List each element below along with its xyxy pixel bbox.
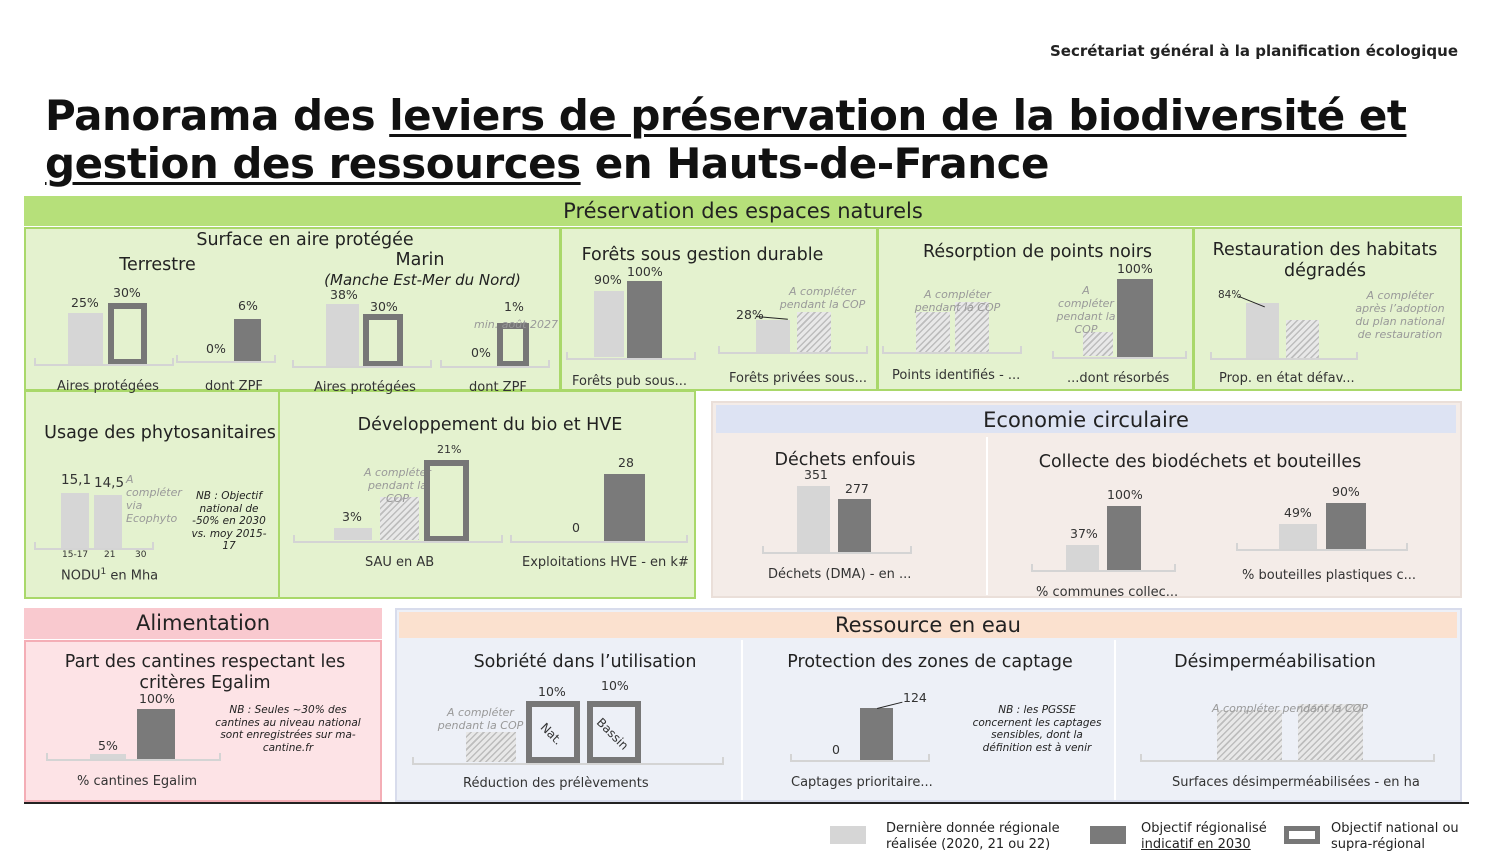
xlabel-desimper: Surfaces désimperméabilisées - en ha: [1172, 775, 1420, 790]
xlabel-captage: Captages prioritaire...: [791, 775, 933, 790]
bar-forets-priv-todo: [797, 312, 831, 352]
bar-forets-pub-last: [594, 291, 624, 357]
chart-title-marin: Marin: [395, 250, 445, 270]
axis-communes: [1031, 570, 1176, 572]
chart-title-desimper: Désimperméabilisation: [1174, 652, 1376, 672]
tag-sobriete-bassin: Bassin: [593, 715, 632, 753]
bar-phyto-21: [94, 495, 122, 548]
chart-title-cantines: Part des cantines respectant les critères Egalim: [64, 652, 346, 693]
xlabel-marin-zpf: dont ZPF: [469, 380, 527, 395]
divider-eco-circ: [986, 437, 988, 595]
xlabel-terrestre-zpf: dont ZPF: [205, 379, 263, 394]
label-cantines-last: 5%: [98, 738, 118, 753]
bar-sau-target: [424, 460, 469, 542]
label-phyto-1517: 15,1: [61, 472, 92, 488]
header-org: Secrétariat général à la planification écologique: [1049, 42, 1458, 60]
xlabel-restauration: Prop. en état défav...: [1219, 371, 1355, 386]
label-captage-target: 124: [903, 690, 927, 705]
label-sau-target: 21%: [437, 443, 462, 456]
bar-phyto-1517: [61, 493, 89, 548]
chart-title-aire-protegee: Surface en aire protégée: [196, 230, 414, 250]
label-forets-priv-last: 28%: [736, 307, 764, 322]
axis-dechets: [762, 552, 912, 554]
bar-desimper-last: [1217, 710, 1282, 760]
axis-terrestre-aires: [34, 364, 174, 366]
bar-cantines-target: [137, 709, 175, 759]
xlabel-sau: SAU en AB: [365, 555, 435, 570]
xlabel-dechets: Déchets (DMA) - en ...: [768, 567, 912, 582]
bar-forets-priv-last: [756, 320, 790, 352]
chart-title-bio-hve: Développement du bio et HVE: [357, 415, 623, 435]
legend-text-dark: Objectif régionalisé indicatif en 2030: [1141, 821, 1267, 852]
label-phyto-21: 14,5: [94, 475, 125, 491]
section-alimentation: Alimentation: [24, 608, 382, 639]
bar-hve-target: [604, 474, 645, 541]
divider-eau-1: [741, 640, 743, 800]
note-points-identifies: A compléter pendant la COP: [914, 288, 1001, 314]
bar-bouteilles-last: [1279, 524, 1317, 549]
axis-bouteilles: [1236, 549, 1408, 551]
bar-restauration-todo: [1286, 320, 1319, 358]
label-communes-last: 37%: [1070, 526, 1098, 541]
xlabel-sobriete: Réduction des prélèvements: [463, 776, 649, 791]
section-naturels: Préservation des espaces naturels: [24, 196, 1462, 226]
xlabel-forets-priv: Forêts privées sous...: [729, 371, 867, 386]
note-forets-priv: A compléter pendant la COP: [779, 285, 866, 311]
xlabel-bouteilles: % bouteilles plastiques c...: [1242, 568, 1417, 583]
label-marin-aires-target: 30%: [370, 299, 398, 314]
legend-swatch-light: [830, 826, 866, 844]
axis-marin-zpf: [440, 366, 550, 368]
label-forets-pub-target: 100%: [627, 264, 663, 279]
section-eau: Ressource en eau: [399, 612, 1457, 638]
note-phyto: A compléter via Ecophyto: [126, 473, 182, 525]
bar-dechets-target: [838, 499, 871, 552]
chart-title-forets: Forêts sous gestion durable: [581, 245, 824, 265]
nb-cantines: NB : Seules ~30% des cantines au niveau national sont enregistrées sur ma-cantine.fr: [215, 704, 361, 754]
title-part1: Panorama des: [45, 91, 390, 140]
xlabel-terrestre-aires: Aires protégées: [57, 379, 159, 394]
legend-text-outline: Objectif national ou supra-régional: [1331, 821, 1459, 852]
axis-restauration: [1210, 358, 1358, 360]
axis-desimper: [1140, 760, 1435, 762]
chart-title-dechets: Déchets enfouis: [774, 450, 916, 470]
bar-marin-aires-target: [363, 314, 403, 367]
label-terrestre-zpf-last: 0%: [206, 341, 226, 356]
axis-points-resorbes: [1052, 357, 1187, 359]
label-bouteilles-last: 49%: [1284, 505, 1312, 520]
label-terrestre-aires-last: 25%: [71, 295, 99, 310]
xlabel-marin-aires: Aires protégées: [314, 380, 416, 395]
axis-sau: [293, 541, 503, 543]
divider-eau-2: [1114, 640, 1116, 800]
axis-marin-aires: [292, 366, 432, 368]
axis-sobriete: [412, 763, 724, 765]
xlabel-communes: % communes collec...: [1036, 585, 1179, 600]
title-part2: en Hauts-de-France: [580, 139, 1049, 188]
label-sau-last: 3%: [342, 509, 362, 524]
bar-sau-last: [334, 528, 372, 540]
bar-sobriete-todo: [466, 732, 516, 762]
chart-title-collecte: Collecte des biodéchets et bouteilles: [1038, 452, 1362, 472]
page-title: [45, 92, 1425, 188]
axis-forets-priv: [718, 352, 868, 354]
note-min-aout-2027: min. août 2027: [474, 318, 558, 331]
nb-phyto: NB : Objectif national de -50% en 2030 vs. moy 2015-17: [191, 490, 267, 552]
label-sobriete-bassin: 10%: [601, 678, 629, 693]
chart-title-terrestre: Terrestre: [119, 255, 196, 275]
label-terrestre-zpf-target: 6%: [238, 298, 258, 313]
xlabel-points-identifies: Points identifiés - ...: [892, 368, 1021, 383]
bar-terrestre-zpf-target: [234, 319, 261, 361]
tick-phyto-21: 21: [104, 550, 116, 560]
label-restauration-last: 84%: [1218, 289, 1242, 301]
label-forets-pub-last: 90%: [594, 272, 622, 287]
nb-captage: NB : les PGSSE concernent les captages sensibles, dont la définition est à venir: [972, 704, 1102, 754]
axis-hve: [510, 541, 688, 543]
chart-title-phyto: Usage des phytosanitaires: [44, 423, 276, 443]
note-desimper: A compléter pendant la COP: [1212, 702, 1368, 715]
legend-divider: [24, 802, 1469, 804]
bar-forets-pub-target: [627, 281, 662, 359]
xlabel-phyto: NODU$^1$ en Mha: [61, 567, 159, 584]
bar-marin-aires-last: [326, 304, 359, 366]
note-points-resorbes: A compléter pendant la COP: [1056, 284, 1116, 336]
chart-title-sobriete: Sobriété dans l’utilisation: [473, 652, 697, 672]
axis-forets-pub: [566, 358, 696, 360]
label-marin-zpf-target: 1%: [504, 299, 524, 314]
axis-cantines: [46, 759, 221, 761]
label-dechets-target: 277: [845, 481, 869, 496]
label-hve-target: 28: [618, 455, 634, 470]
legend-swatch-dark: [1090, 826, 1126, 844]
label-bouteilles-target: 90%: [1332, 484, 1360, 499]
bar-terrestre-aires-last: [68, 313, 103, 365]
chart-title-restauration: Restauration des habitats dégradés: [1212, 240, 1438, 281]
axis-points-identifies: [882, 352, 1022, 354]
xlabel-forets-pub: Forêts pub sous...: [572, 374, 688, 389]
xlabel-hve: Exploitations HVE - en k#: [522, 555, 689, 570]
label-sobriete-nat: 10%: [538, 684, 566, 699]
label-points-resorbes-target: 100%: [1117, 261, 1153, 276]
bar-points-identifies-last: [916, 312, 950, 352]
bar-restauration-last: [1246, 303, 1279, 358]
label-captage-last: 0: [832, 742, 840, 757]
label-hve-last: 0: [572, 520, 580, 535]
label-dechets-last: 351: [804, 467, 828, 482]
label-cantines-target: 100%: [139, 691, 175, 706]
bar-dechets-last: [797, 486, 830, 552]
bar-points-resorbes-target: [1117, 279, 1153, 358]
chart-subtitle-marin: (Manche Est-Mer du Nord): [324, 271, 521, 289]
bar-communes-target: [1107, 506, 1141, 570]
bar-bouteilles-target: [1326, 503, 1366, 549]
title-underlined1: leviers de préservation de la biodiversité et: [389, 91, 1407, 140]
chart-title-points-noirs: Résorption de points noirs: [922, 242, 1153, 262]
label-marin-aires-last: 38%: [330, 287, 358, 302]
chart-title-captage: Protection des zones de captage: [787, 652, 1073, 672]
bar-communes-last: [1066, 545, 1099, 570]
tag-sobriete-nat: Nat.: [537, 720, 566, 748]
legend-text-light: Dernière donnée régionale réalisée (2020, 21 ou 22): [886, 821, 1060, 852]
tick-phyto-30: 30: [135, 550, 147, 560]
title-underlined2: gestion des ressources: [45, 139, 581, 188]
xlabel-cantines: % cantines Egalim: [77, 774, 198, 789]
label-terrestre-aires-target: 30%: [113, 285, 141, 300]
label-marin-zpf-last: 0%: [471, 345, 491, 360]
note-sau: A compléter pendant la COP: [364, 466, 431, 505]
tick-phyto-1517: 15-17: [62, 550, 89, 560]
axis-terrestre-zpf: [176, 361, 276, 363]
axis-captage: [790, 760, 930, 762]
legend-swatch-outline: [1284, 826, 1320, 844]
note-sobriete: A compléter pendant la COP: [437, 706, 524, 732]
section-eco-circ: Economie circulaire: [716, 405, 1456, 433]
label-communes-target: 100%: [1107, 487, 1143, 502]
bar-captage-target: [860, 708, 893, 760]
xlabel-points-resorbes: ...dont résorbés: [1067, 371, 1170, 386]
note-restauration: A compléter après l’adoption du plan national de restauration: [1355, 289, 1445, 341]
bar-terrestre-aires-target: [108, 303, 147, 365]
